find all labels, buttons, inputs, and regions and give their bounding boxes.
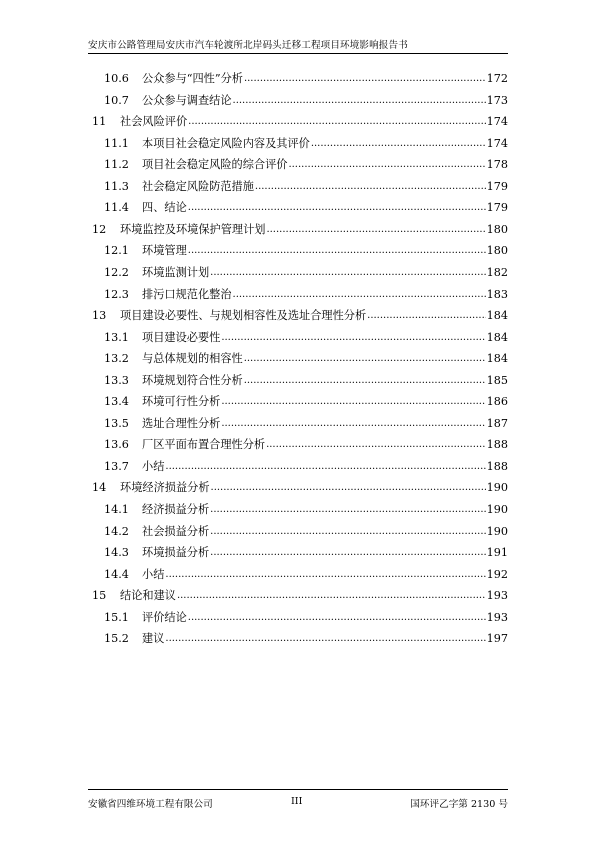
toc-dot-leader bbox=[165, 460, 485, 474]
toc-entry-page: 190 bbox=[486, 481, 508, 495]
toc-entry-page: 179 bbox=[486, 179, 508, 193]
toc-dot-leader bbox=[266, 223, 485, 237]
toc-entry-title: 项目社会稳定风险的综合评价 bbox=[142, 158, 288, 172]
toc-entry-title: 经济损益分析 bbox=[142, 503, 210, 516]
toc-entry-page: 184 bbox=[486, 309, 508, 323]
toc-entry-title: 小结 bbox=[142, 567, 165, 581]
toc-entry[interactable] bbox=[104, 607, 508, 625]
toc-entry-number: 13 bbox=[92, 309, 107, 323]
toc-entry-number: 14 bbox=[92, 481, 107, 495]
toc-dot-leader bbox=[255, 180, 486, 194]
toc-entry-title: 社会损益分析 bbox=[142, 524, 210, 538]
toc-dot-leader bbox=[177, 589, 486, 603]
toc-dot-leader bbox=[210, 546, 486, 560]
toc-entry-title: 环境经济损益分析 bbox=[120, 481, 210, 495]
toc-entry-page: 172 bbox=[486, 72, 508, 85]
toc-dot-leader bbox=[244, 374, 486, 388]
toc-dot-leader bbox=[311, 137, 486, 151]
toc-entry[interactable] bbox=[92, 305, 508, 323]
toc-entry-page: 193 bbox=[486, 589, 508, 603]
toc-entry-title: 环境管理 bbox=[142, 244, 187, 258]
toc-entry[interactable] bbox=[104, 413, 508, 431]
toc-entry[interactable] bbox=[104, 628, 508, 646]
toc-entry-number: 11.2 bbox=[104, 158, 129, 172]
toc-entry-number: 13.1 bbox=[104, 330, 129, 344]
toc-entry[interactable] bbox=[104, 68, 508, 86]
toc-entry-page: 183 bbox=[486, 287, 508, 301]
toc-entry-page: 188 bbox=[486, 438, 508, 452]
toc-entry-page: 182 bbox=[486, 265, 508, 279]
toc-entry[interactable] bbox=[104, 370, 508, 388]
toc-dot-leader bbox=[188, 115, 486, 129]
toc-entry-number: 11 bbox=[92, 115, 107, 129]
toc-entry-number: 10.7 bbox=[104, 93, 129, 107]
toc-entry[interactable] bbox=[92, 477, 508, 495]
footer-page-number: III bbox=[291, 796, 303, 807]
toc-entry-page: 188 bbox=[486, 459, 508, 473]
toc-entry-title: 本项目社会稳定风险内容及其评价 bbox=[142, 136, 310, 150]
toc-entry-page: 185 bbox=[486, 373, 508, 387]
toc-entry[interactable] bbox=[104, 154, 508, 172]
toc-entry-title: 公众参与调查结论 bbox=[142, 93, 232, 107]
toc-entry[interactable] bbox=[104, 133, 508, 151]
toc-entry-number: 12 bbox=[92, 222, 107, 236]
toc-entry-title: 小结 bbox=[142, 459, 165, 473]
toc-entry-title: 建议 bbox=[142, 632, 165, 646]
toc-entry[interactable] bbox=[104, 542, 508, 560]
toc-dot-leader bbox=[188, 611, 486, 625]
toc-entry-number: 14.4 bbox=[104, 567, 129, 581]
toc-dot-leader bbox=[244, 352, 486, 366]
toc-entry[interactable] bbox=[104, 176, 508, 194]
toc-entry-number: 14.3 bbox=[104, 546, 129, 560]
footer-divider bbox=[88, 789, 508, 790]
toc-entry[interactable] bbox=[92, 585, 508, 603]
footer-company: 安徽省四维环境工程有限公司 bbox=[88, 799, 213, 810]
toc-dot-leader bbox=[221, 331, 485, 345]
toc-entry-page: 174 bbox=[486, 136, 508, 150]
toc-entry-title: 环境监控及环境保护管理计划 bbox=[120, 222, 266, 236]
toc-dot-leader bbox=[210, 525, 486, 539]
toc-entry[interactable] bbox=[104, 391, 508, 409]
toc-entry-title: 社会稳定风险防范措施 bbox=[142, 179, 254, 193]
toc-dot-leader bbox=[221, 395, 485, 409]
toc-entry-title: 选址合理性分析 bbox=[142, 416, 221, 430]
toc-entry[interactable] bbox=[104, 499, 508, 517]
toc-dot-leader bbox=[221, 417, 485, 431]
toc-entry-page: 197 bbox=[486, 632, 508, 646]
toc-entry-title: 四、结论 bbox=[142, 201, 187, 215]
toc-entry-page: 193 bbox=[486, 610, 508, 624]
toc-entry-title: 公众参与“四性”分析 bbox=[142, 72, 243, 85]
toc-entry[interactable] bbox=[104, 284, 508, 302]
toc-entry-page: 187 bbox=[486, 416, 508, 430]
toc-entry-number: 13.7 bbox=[104, 459, 129, 473]
toc-dot-leader bbox=[210, 266, 486, 280]
toc-entry-number: 11.4 bbox=[104, 201, 129, 215]
toc-entry-page: 179 bbox=[486, 201, 508, 215]
footer-certificate: 国环评乙字第 2130 号 bbox=[410, 799, 508, 810]
toc-entry[interactable] bbox=[104, 564, 508, 582]
toc-entry-page: 180 bbox=[486, 244, 508, 258]
toc-entry-number: 14.1 bbox=[104, 503, 129, 516]
toc-entry[interactable] bbox=[104, 197, 508, 215]
toc-dot-leader bbox=[188, 201, 486, 215]
toc-entry-number: 13.4 bbox=[104, 395, 129, 409]
toc-entry-page: 184 bbox=[486, 330, 508, 344]
toc-entry-number: 13.6 bbox=[104, 438, 129, 452]
toc-entry-number: 13.3 bbox=[104, 373, 129, 387]
toc-entry-number: 14.2 bbox=[104, 524, 129, 538]
toc-entry-page: 191 bbox=[486, 546, 508, 560]
toc-entry-title: 环境损益分析 bbox=[142, 546, 210, 560]
toc-entry-number: 11.1 bbox=[104, 136, 129, 150]
toc-entry-page: 186 bbox=[486, 395, 508, 409]
toc-entry-title: 项目建设必要性、与规划相容性及选址合理性分析 bbox=[120, 309, 367, 323]
toc-dot-leader bbox=[367, 309, 486, 323]
toc-dot-leader bbox=[288, 158, 485, 172]
toc-entry[interactable] bbox=[104, 456, 508, 474]
toc-entry-page: 192 bbox=[486, 567, 508, 581]
toc-entry[interactable] bbox=[92, 111, 508, 129]
toc-entry-page: 184 bbox=[486, 352, 508, 366]
toc-entry-title: 环境可行性分析 bbox=[142, 395, 221, 409]
toc-dot-leader bbox=[165, 632, 485, 646]
toc-entry-number: 11.3 bbox=[104, 179, 129, 193]
toc-entry-title: 社会风险评价 bbox=[120, 115, 188, 129]
toc-entry[interactable] bbox=[104, 240, 508, 258]
toc-entry[interactable] bbox=[104, 348, 508, 366]
toc-entry-page: 173 bbox=[486, 93, 508, 107]
toc-entry[interactable] bbox=[104, 90, 508, 108]
toc-entry[interactable] bbox=[104, 521, 508, 539]
toc-entry-number: 15.1 bbox=[104, 610, 129, 624]
toc-entry-title: 排污口规范化整治 bbox=[142, 287, 232, 301]
toc-entry[interactable] bbox=[92, 219, 508, 237]
toc-entry-number: 15 bbox=[92, 589, 107, 603]
toc-entry-page: 190 bbox=[486, 503, 508, 516]
toc-entry-number: 12.2 bbox=[104, 265, 129, 279]
toc-entry-number: 13.5 bbox=[104, 416, 129, 430]
toc-dot-leader bbox=[211, 481, 486, 495]
toc-dot-leader bbox=[233, 288, 486, 302]
toc-dot-leader bbox=[266, 438, 486, 452]
toc-entry-title: 结论和建议 bbox=[120, 589, 176, 603]
toc-dot-leader bbox=[244, 72, 486, 86]
toc-entry-title: 环境监测计划 bbox=[142, 265, 210, 279]
header-divider bbox=[88, 53, 508, 54]
toc-entry-number: 12.3 bbox=[104, 287, 129, 301]
toc-entry-page: 178 bbox=[486, 158, 508, 172]
toc-dot-leader bbox=[233, 94, 486, 108]
page-header: 安庆市公路管理局安庆市汽车轮渡所北岸码头迁移工程项目环境影响报告书 bbox=[88, 40, 408, 51]
toc-entry-title: 项目建设必要性 bbox=[142, 330, 221, 344]
toc-entry-title: 环境规划符合性分析 bbox=[142, 373, 243, 387]
toc-dot-leader bbox=[210, 503, 486, 517]
toc-entry-number: 12.1 bbox=[104, 244, 129, 258]
toc-entry[interactable] bbox=[104, 434, 508, 452]
toc-entry-title: 评价结论 bbox=[142, 610, 187, 624]
toc-entry-number: 13.2 bbox=[104, 352, 129, 366]
toc-entry-number: 10.6 bbox=[104, 72, 129, 85]
toc-entry[interactable] bbox=[104, 262, 508, 280]
toc-entry-title: 厂区平面布置合理性分析 bbox=[142, 438, 266, 452]
toc-entry-page: 180 bbox=[486, 222, 508, 236]
toc-dot-leader bbox=[165, 568, 485, 582]
toc-dot-leader bbox=[188, 244, 486, 258]
toc-entry[interactable] bbox=[104, 327, 508, 345]
toc-entry-page: 174 bbox=[486, 115, 508, 129]
toc-entry-number: 15.2 bbox=[104, 632, 129, 646]
toc-entry-title: 与总体规划的相容性 bbox=[142, 352, 243, 366]
toc-entry-page: 190 bbox=[486, 524, 508, 538]
